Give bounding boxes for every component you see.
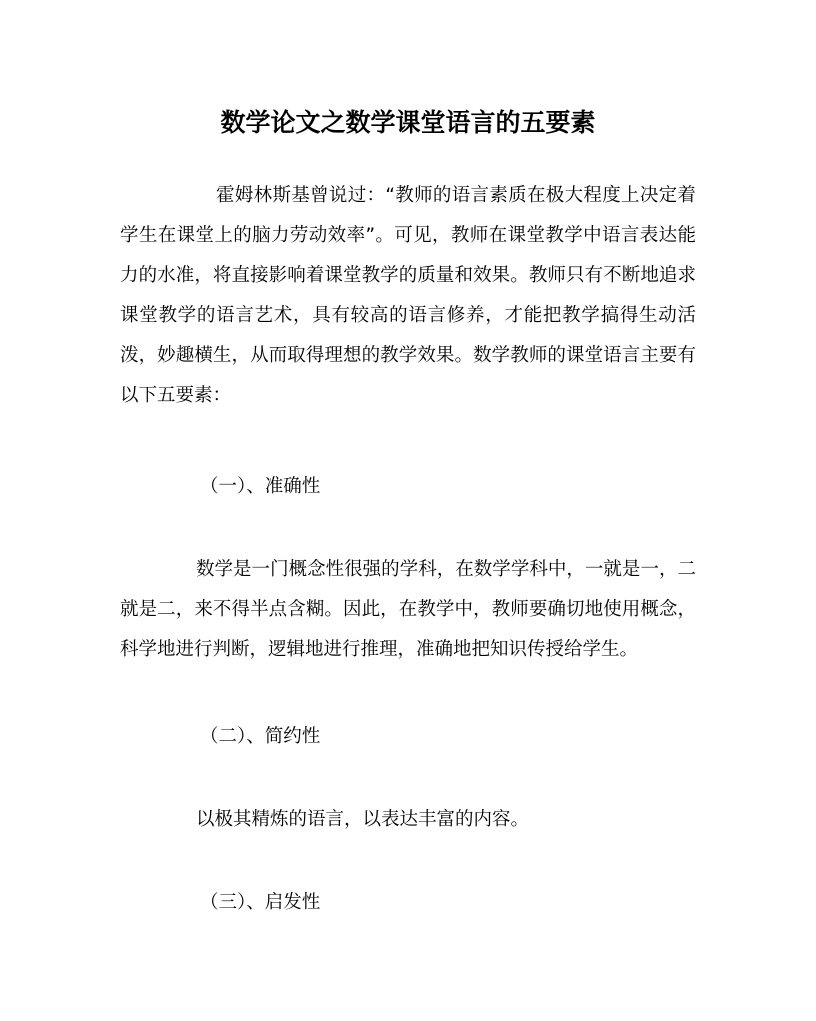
section-heading-inspiration: （三）、启发性	[200, 892, 321, 913]
section-body-accuracy: 数学是一门概念性很强的学科，在数学学科中，一就是一，二就是二，来不得半点含糊。因此，在教学中，教师要确切地使用概念，科学地进行判断，逻辑地进行推理，准确地把知识传授给学生。	[120, 559, 696, 660]
section-heading-conciseness: （二）、简约性	[200, 726, 321, 747]
intro-paragraph: 霍姆林斯基曾说过：“教师的语言素质在极大程度上决定着学生在课堂上的脑力劳动效率”。可见，教师在课堂教学中语言表达能力的水准，将直接影响着课堂教学的质量和效果。教师只有不断地追求课堂教学的语言艺术，具有较高的语言修养，才能把教学搞得生动活泼，妙趣横生，从而取得理想的教学效果。数学教师的课堂语言主要有以下五要素：	[120, 185, 696, 406]
section-body-conciseness: 以极其精炼的语言，以表达丰富的内容。	[196, 809, 530, 830]
section-heading-accuracy: （一）、准确性	[200, 476, 321, 497]
document-title: 数学论文之数学课堂语言的五要素	[220, 108, 596, 137]
